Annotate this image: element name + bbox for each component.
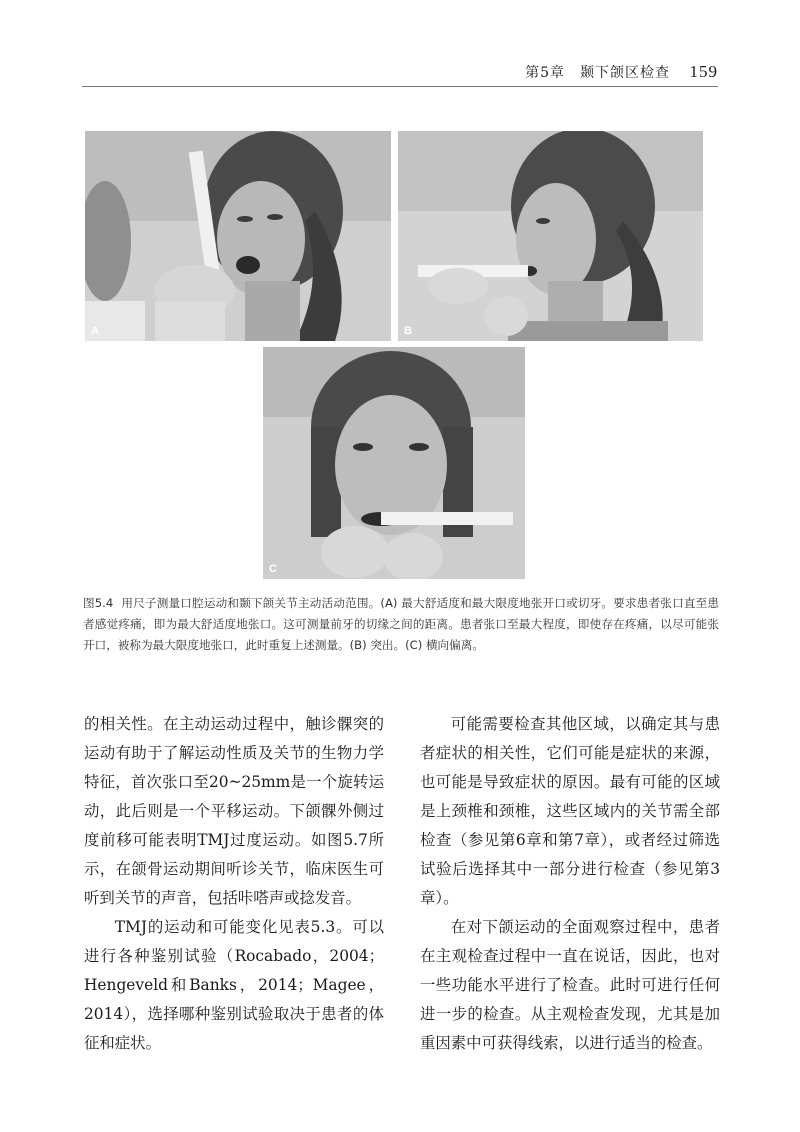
photo-b-image	[398, 131, 703, 341]
paragraph: 在对下颌运动的全面观察过程中，患者在主观检查过程中一直在说话，因此，也对一些功能水平进行了检查。此时可进行任何进一步的检查。从主观检查发现，尤其是加重因素中可获得线索，以进行适当的检查。	[420, 918, 720, 1052]
panel-label-b: B	[404, 325, 412, 337]
panel-label-a: A	[91, 325, 99, 337]
photo-c-image	[263, 347, 525, 579]
running-header	[0, 62, 718, 82]
body-column-left	[84, 710, 384, 1058]
chapter-title: 第5章 颞下颌区检查	[525, 65, 671, 81]
figure-caption-text: 用尺子测量口腔运动和颞下颌关节主动活动范围。(A) 最大舒适度和最大限度地张开口或切牙。要求患者张口直至患者感觉疼痛，即为最大舒适度地张口。这可测量前牙的切缘之间的距离。患者张口至最大程度，即使存在疼痛，以尽可能张开口，被称为最大限度地张口，此时重复上述测量。(B) 突出。(C) 横向偏离。	[83, 596, 719, 652]
body-column-right	[420, 710, 720, 1058]
paragraph: 的相关性。在主动运动过程中，触诊髁突的运动有助于了解运动性质及关节的生物力学特征，首次张口至20~25mm是一个旋转运动，此后则是一个平移运动。下颌髁外侧过度前移可能表明TMJ过度运动。如图5.7所示，在颌骨运动期间听诊关节，临床医生可听到关节的声音，包括咔嗒声或捻发音。	[84, 715, 384, 907]
photo-a-image	[85, 131, 391, 341]
photo-c	[263, 347, 525, 579]
panel-label-c: C	[269, 563, 277, 575]
photo-b	[398, 131, 703, 341]
figure-number: 图5.4	[83, 596, 114, 610]
page-number: 159	[689, 62, 718, 81]
paragraph: 可能需要检查其他区域，以确定其与患者症状的相关性，它们可能是症状的来源，也可能是导致症状的原因。最有可能的区域是上颈椎和颈椎，这些区域内的关节需全部检查（参见第6章和第7章），或者经过筛选试验后选择其中一部分进行检查（参见第3章）。	[420, 715, 720, 907]
header-rule	[82, 86, 718, 87]
photo-a	[85, 131, 391, 341]
figure-caption	[83, 593, 719, 656]
paragraph: TMJ的运动和可能变化见表5.3。可以进行各种鉴别试验（Rocabado，2004；Hengeveld和Banks，2014；Magee，2014），选择哪种鉴别试验取决于患者的体征和症状。	[84, 918, 384, 1052]
